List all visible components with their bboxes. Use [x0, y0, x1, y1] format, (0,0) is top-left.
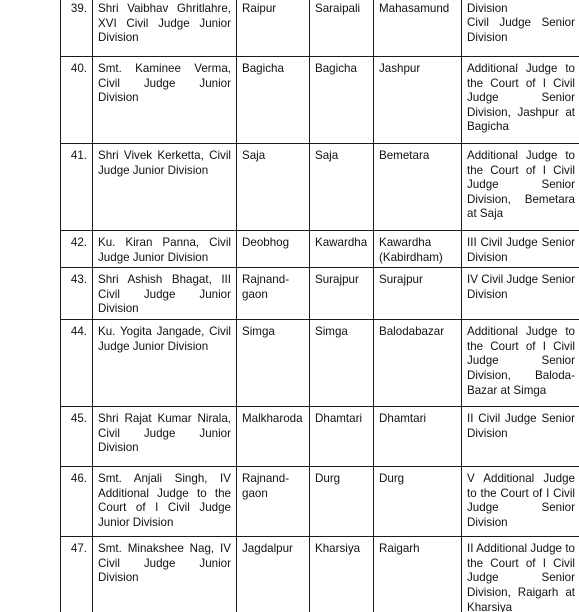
officer-name-cell — [93, 231, 237, 268]
officer-name-cell — [93, 268, 237, 320]
transfer-table-body — [61, 0, 579, 612]
district-cell — [374, 407, 462, 467]
new-posting-cell — [462, 407, 579, 467]
new-posting: IV Civil Judge Senior Division — [467, 273, 575, 301]
officer-name: Ku. Kiran Panna, Civil Judge Junior Division — [98, 236, 231, 264]
officer-name: Smt. Minakshee Nag, IV Civil Judge Junior Division — [98, 542, 231, 585]
serial-number-cell — [61, 231, 93, 268]
present-place: Bagicha — [242, 62, 284, 75]
transfer-place-cell — [310, 320, 374, 407]
new-posting-cell — [462, 268, 579, 320]
present-place: Rajnand-gaon — [242, 472, 290, 500]
table-row — [61, 320, 579, 407]
new-posting: III Civil Judge Senior Division — [467, 236, 575, 264]
transfer-place: Saja — [315, 149, 339, 162]
officer-name-cell — [93, 467, 237, 537]
officer-name: Shri Rajat Kumar Nirala, Civil Judge Junior Division — [98, 412, 231, 455]
transfer-table — [60, 0, 579, 612]
serial-number: 47. — [70, 542, 87, 556]
present-place: Rajnand-gaon — [242, 273, 290, 301]
district-cell — [374, 57, 462, 144]
district: Surajpur — [379, 273, 423, 287]
present-place-cell — [237, 57, 310, 144]
district: Durg — [379, 472, 405, 486]
present-place: Simga — [242, 325, 275, 339]
transfer-place: Durg — [315, 472, 341, 486]
table-row — [61, 467, 579, 537]
transfer-place: Kawardha — [315, 236, 368, 249]
new-posting: II Additional Judge to the Court of I Civil Judge Senior Division, Raigarh at Kharsiya — [467, 542, 575, 612]
present-place-cell — [237, 231, 310, 268]
officer-name-cell — [93, 0, 237, 57]
transfer-place-cell — [310, 467, 374, 537]
table-row — [61, 407, 579, 467]
transfer-place: Bagicha — [315, 62, 357, 75]
present-place-cell — [237, 144, 310, 231]
officer-name-cell — [93, 57, 237, 144]
district-cell — [374, 467, 462, 537]
continuation-text: Division — [467, 2, 508, 15]
transfer-place: Simga — [315, 325, 348, 339]
officer-name-cell — [93, 144, 237, 231]
district-cell — [374, 144, 462, 231]
present-place: Malkharoda — [242, 412, 303, 426]
serial-number: 41. — [70, 149, 87, 162]
table-row — [61, 537, 579, 612]
serial-number: 39. — [70, 2, 87, 15]
present-place-cell — [237, 268, 310, 320]
district-cell — [374, 320, 462, 407]
transfer-place: Saraipali — [315, 2, 361, 15]
officer-name-cell — [93, 537, 237, 612]
transfer-place-cell — [310, 231, 374, 268]
transfer-place-cell — [310, 57, 374, 144]
serial-number: 45. — [70, 412, 87, 426]
new-posting: Additional Judge to the Court of I Civil Judge Senior Division, Baloda-Bazar at Simga — [467, 325, 575, 397]
district-cell — [374, 537, 462, 612]
officer-name-cell — [93, 407, 237, 467]
serial-number: 44. — [70, 325, 87, 339]
officer-name: Shri Vivek Kerketta, Civil Judge Junior Division — [98, 149, 231, 177]
present-place-cell — [237, 0, 310, 57]
transfer-place-cell — [310, 537, 374, 612]
officer-name: Ku. Yogita Jangade, Civil Judge Junior Division — [98, 325, 231, 353]
present-place-cell — [237, 467, 310, 537]
serial-number-cell — [61, 407, 93, 467]
district: Raigarh — [379, 542, 420, 556]
new-posting-cell — [462, 0, 579, 57]
transfer-place-cell — [310, 0, 374, 57]
officer-name: Shri Ashish Bhagat, III Civil Judge Junior Division — [98, 273, 231, 316]
district-cell — [374, 0, 462, 57]
new-posting: Additional Judge to the Court of I Civil Judge Senior Division, Jashpur at Bagicha — [467, 62, 575, 134]
serial-number-cell — [61, 0, 93, 57]
district: Mahasamund — [379, 2, 450, 15]
district-cell — [374, 268, 462, 320]
transfer-place-cell — [310, 144, 374, 231]
table-row — [61, 231, 579, 268]
table-row — [61, 144, 579, 231]
serial-number: 42. — [70, 236, 87, 249]
new-posting-cell — [462, 320, 579, 407]
serial-number-cell — [61, 537, 93, 612]
present-place-cell — [237, 320, 310, 407]
transfer-place: Kharsiya — [315, 542, 361, 556]
serial-number-cell — [61, 57, 93, 144]
new-posting: Additional Judge to the Court of I Civil Judge Senior Division, Bemetara at Saja — [467, 149, 575, 221]
new-posting-cell — [462, 144, 579, 231]
present-place: Deobhog — [242, 236, 290, 249]
table-row — [61, 0, 579, 57]
new-posting-cell — [462, 467, 579, 537]
new-posting: II Civil Judge Senior Division — [467, 412, 575, 440]
transfer-place-cell — [310, 407, 374, 467]
district-cell — [374, 231, 462, 268]
new-posting-cell — [462, 57, 579, 144]
present-place-cell — [237, 537, 310, 612]
district: Dhamtari — [379, 412, 427, 426]
serial-number: 43. — [70, 273, 87, 287]
district: Jashpur — [379, 62, 421, 75]
officer-name-cell — [93, 320, 237, 407]
serial-number-cell — [61, 144, 93, 231]
district: Bemetara — [379, 149, 430, 162]
transfer-place: Surajpur — [315, 273, 359, 287]
officer-name: Smt. Kaminee Verma, Civil Judge Junior Division — [98, 62, 231, 105]
serial-number-cell — [61, 268, 93, 320]
table-row — [61, 57, 579, 144]
new-posting: Civil Judge Senior Division — [467, 16, 575, 44]
transfer-place-cell — [310, 268, 374, 320]
transfer-place: Dhamtari — [315, 412, 363, 426]
present-place: Raipur — [242, 2, 277, 15]
officer-name: Smt. Anjali Singh, IV Additional Judge to the Court of I Civil Judge Junior Division — [98, 472, 231, 529]
present-place: Jagdalpur — [242, 542, 293, 556]
present-place: Saja — [242, 149, 266, 162]
district: Balodabazar — [379, 325, 445, 339]
serial-number-cell — [61, 467, 93, 537]
new-posting-cell — [462, 231, 579, 268]
serial-number-cell — [61, 320, 93, 407]
present-place-cell — [237, 407, 310, 467]
new-posting: V Additional Judge to the Court of I Civil Judge Senior Division — [467, 472, 575, 529]
serial-number: 46. — [70, 472, 87, 486]
officer-name: Shri Vaibhav Ghritlahre, XVI Civil Judge Junior Division — [98, 2, 231, 45]
table-row — [61, 268, 579, 320]
serial-number: 40. — [70, 62, 87, 75]
new-posting-cell — [462, 537, 579, 612]
district: Kawardha (Kabirdham) — [379, 236, 443, 264]
